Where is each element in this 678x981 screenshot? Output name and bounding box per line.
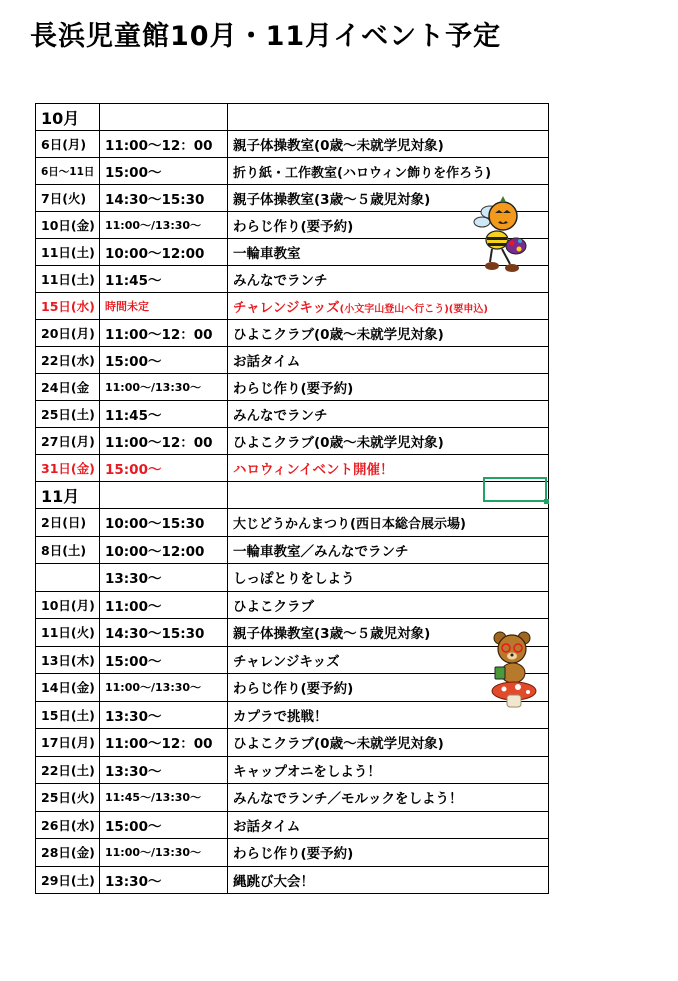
table-row-highlight — [36, 293, 549, 320]
date-cell: 28日(金) — [36, 839, 100, 867]
table-row — [36, 619, 549, 647]
table-row — [36, 401, 549, 428]
time-cell: 13:30～ — [100, 756, 228, 784]
event-cell: 一輪車教室 — [228, 239, 549, 266]
event-note: (小文字山登山へ行こう)(要申込) — [339, 304, 488, 315]
date-cell: 7日(火) — [36, 185, 100, 212]
event-title: チャレンジキッズ — [233, 300, 340, 316]
event-cell: ひよこクラブ(0歳～未就学児対象) — [228, 428, 549, 455]
date-cell: 6日～11日 — [36, 158, 100, 185]
halloween-bee-icon — [470, 194, 536, 278]
date-cell: 10日(月) — [36, 591, 100, 619]
month-label: 11月 — [36, 482, 100, 509]
date-cell: 11日(土) — [36, 266, 100, 293]
time-cell: 11:45～ — [100, 266, 228, 293]
event-cell: 大じどうかんまつり(西日本総合展示場) — [228, 509, 549, 537]
time-cell: 11:45～ — [100, 401, 228, 428]
table-cell-empty[interactable] — [100, 482, 228, 509]
event-cell: ひよこクラブ — [228, 591, 549, 619]
event-cell: 一輪車教室／みんなでランチ — [228, 536, 549, 564]
time-cell: 11:00～12：00 — [100, 131, 228, 158]
time-cell: 10:00～12:00 — [100, 239, 228, 266]
time-cell: 10:00～12:00 — [100, 536, 228, 564]
date-cell: 25日(火) — [36, 784, 100, 812]
event-cell: お話タイム — [228, 811, 549, 839]
time-cell: 11:00～ — [100, 591, 228, 619]
date-cell: 31日(金) — [36, 455, 100, 482]
event-cell: 親子体操教室(0歳～未就学児対象) — [228, 131, 549, 158]
time-cell: 13:30～ — [100, 701, 228, 729]
table-row — [36, 811, 549, 839]
event-cell: キャップオニをしよう！ — [228, 756, 549, 784]
table-row — [36, 646, 549, 674]
table-row — [36, 756, 549, 784]
month-header-october — [36, 104, 549, 131]
date-cell: 8日(土) — [36, 536, 100, 564]
cell-selection-box[interactable] — [483, 477, 547, 502]
date-cell: 20日(月) — [36, 320, 100, 347]
event-cell: わらじ作り(要予約) — [228, 212, 549, 239]
date-cell — [36, 564, 100, 592]
event-cell: わらじ作り(要予約) — [228, 674, 549, 702]
date-cell: 22日(土) — [36, 756, 100, 784]
time-cell: 11:00～12：00 — [100, 320, 228, 347]
time-cell: 11:00～/13:30～ — [100, 839, 228, 867]
event-cell: しっぽとりをしよう — [228, 564, 549, 592]
event-cell: みんなでランチ／モルックをしよう！ — [228, 784, 549, 812]
time-cell: 14:30～15:30 — [100, 185, 228, 212]
event-cell: わらじ作り(要予約) — [228, 374, 549, 401]
date-cell: 11日(土) — [36, 239, 100, 266]
date-cell: 14日(金) — [36, 674, 100, 702]
time-cell: 11:00～12：00 — [100, 428, 228, 455]
table-row — [36, 347, 549, 374]
table-row — [36, 784, 549, 812]
table-row — [36, 428, 549, 455]
date-cell: 10日(金) — [36, 212, 100, 239]
date-cell: 15日(水) — [36, 293, 100, 320]
event-cell: 親子体操教室(3歳～５歳児対象) — [228, 619, 549, 647]
date-cell: 25日(土) — [36, 401, 100, 428]
event-cell: 折り紙・工作教室(ハロウィン飾りを作ろう) — [228, 158, 549, 185]
time-cell: 15:00～ — [100, 455, 228, 482]
time-cell: 11:00～/13:30～ — [100, 374, 228, 401]
time-cell: 11:00～/13:30～ — [100, 674, 228, 702]
time-cell: 15:00～ — [100, 811, 228, 839]
date-cell: 27日(月) — [36, 428, 100, 455]
time-cell: 13:30～ — [100, 866, 228, 894]
page-title: 長浜児童館10月・11月イベント予定 — [30, 21, 502, 52]
date-cell: 15日(土) — [36, 701, 100, 729]
date-cell: 22日(水) — [36, 347, 100, 374]
date-cell: 11日(火) — [36, 619, 100, 647]
date-cell: 24日(金 — [36, 374, 100, 401]
date-cell: 29日(土) — [36, 866, 100, 894]
date-cell: 26日(水) — [36, 811, 100, 839]
month-header-november — [36, 482, 549, 509]
date-cell: 2日(日) — [36, 509, 100, 537]
event-cell: 縄跳び大会！ — [228, 866, 549, 894]
time-cell: 14:30～15:30 — [100, 619, 228, 647]
table-row — [36, 509, 549, 537]
event-cell: わらじ作り(要予約) — [228, 839, 549, 867]
table-row — [36, 564, 549, 592]
date-cell: 13日(木) — [36, 646, 100, 674]
table-row — [36, 701, 549, 729]
table-row — [36, 866, 549, 894]
time-cell: 10:00～15:30 — [100, 509, 228, 537]
table-row — [36, 158, 549, 185]
time-cell: 13:30～ — [100, 564, 228, 592]
event-cell: ひよこクラブ(0歳～未就学児対象) — [228, 729, 549, 757]
event-cell: 親子体操教室(3歳～５歳児対象) — [228, 185, 549, 212]
table-row — [36, 536, 549, 564]
bear-mushroom-icon — [488, 629, 540, 711]
time-cell: 15:00～ — [100, 646, 228, 674]
table-row-highlight — [36, 455, 549, 482]
table-row — [36, 591, 549, 619]
table-row — [36, 374, 549, 401]
event-cell: ハロウィンイベント開催！ — [228, 455, 549, 482]
event-cell: チャレンジキッズ — [228, 646, 549, 674]
event-cell — [228, 293, 549, 320]
event-cell: カプラで挑戦！ — [228, 701, 549, 729]
table-cell-empty[interactable] — [228, 104, 549, 131]
table-row — [36, 320, 549, 347]
date-cell: 17日(月) — [36, 729, 100, 757]
time-cell: 11:00～12：00 — [100, 729, 228, 757]
time-cell: 15:00～ — [100, 158, 228, 185]
time-cell: 11:45～/13:30～ — [100, 784, 228, 812]
time-cell: 時間未定 — [100, 293, 228, 320]
month-label: 10月 — [36, 104, 100, 131]
date-cell: 6日(月) — [36, 131, 100, 158]
table-row — [36, 674, 549, 702]
time-cell: 11:00～/13:30～ — [100, 212, 228, 239]
event-cell: みんなでランチ — [228, 401, 549, 428]
table-row — [36, 131, 549, 158]
event-cell: みんなでランチ — [228, 266, 549, 293]
table-cell-empty[interactable] — [100, 104, 228, 131]
event-cell: お話タイム — [228, 347, 549, 374]
time-cell: 15:00～ — [100, 347, 228, 374]
table-row — [36, 729, 549, 757]
event-cell: ひよこクラブ(0歳～未就学児対象) — [228, 320, 549, 347]
table-row — [36, 839, 549, 867]
